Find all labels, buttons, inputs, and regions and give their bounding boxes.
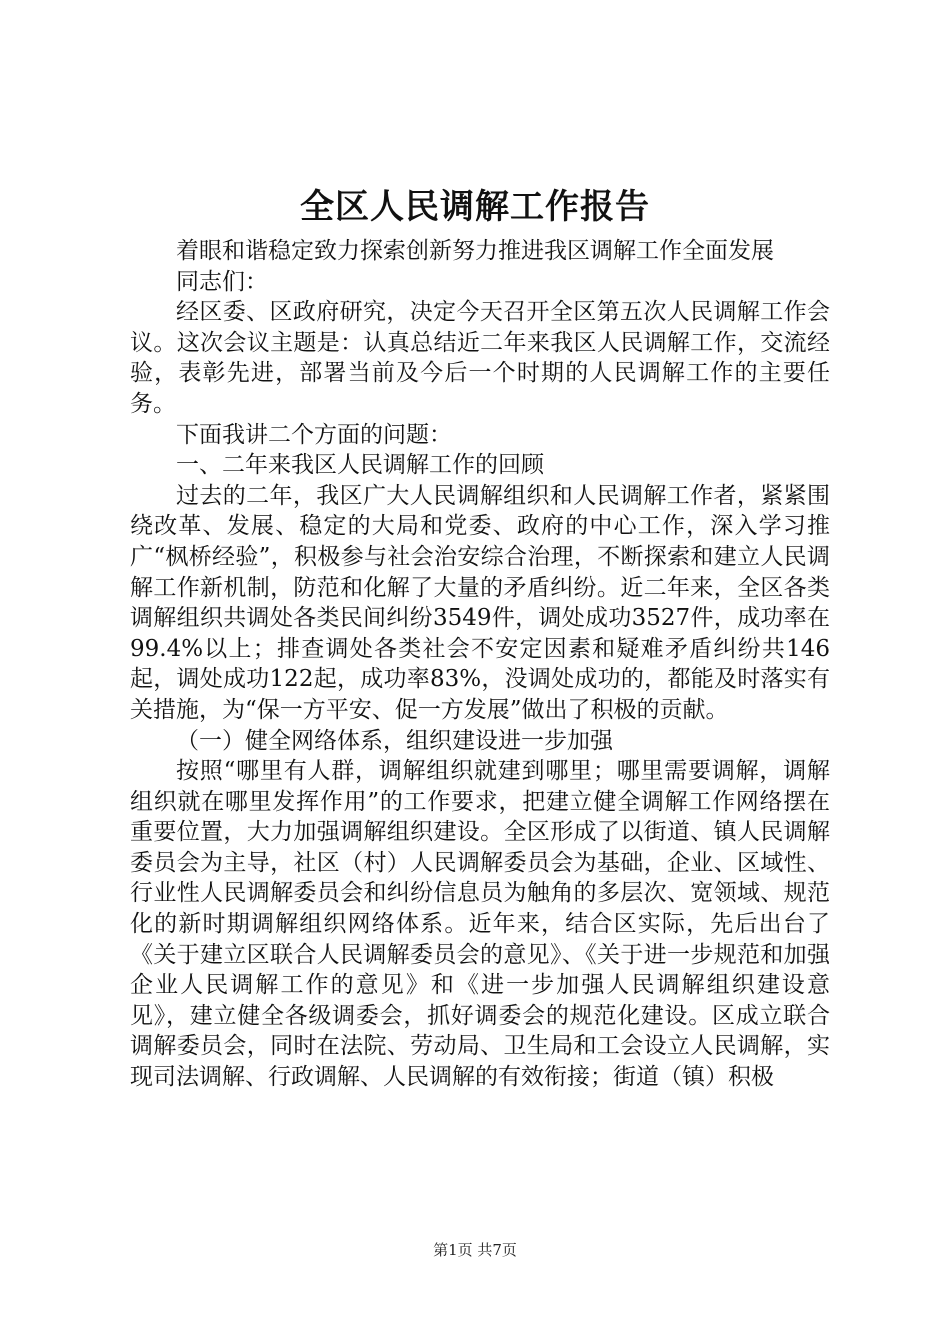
paragraph-salutation: 同志们： xyxy=(176,268,268,295)
page-number: 第1页 共7页 xyxy=(433,1241,517,1259)
section-heading-review: 一、二年来我区人民调解工作的回顾 xyxy=(176,452,544,479)
paragraph-outline: 下面我讲二个方面的问题： xyxy=(176,421,452,448)
paragraph-network: 按照“哪里有人群，调解组织就建到哪里；哪里需要调解，调解组织就在哪里发挥作用”的工作要求，把建立健全调解工作网络摆在重要位置，大力加强调解组织建设。全区形成了以街道、镇人民调解委员会为主导，社区（村）人民调解委员会为基础，企业、区域性、行业性人民调解委员会和纠纷信息员为触角的多层次、宽领域、规范化的新时期调解组织网络体系。近年来，结合区实际，先后出台了《关于建立区联合人民调解委员会的意见》、《关于进一步规范和加强企业人民调解工作的意见》和《进一步加强人民调解组织建设意见》，建立健全各级调委会，抓好调委会的规范化建设。区成立联合调解委员会，同时在法院、劳动局、卫生局和工会设立人民调解，实现司法调解、行政调解、人民调解的有效衔接；街道（镇）积极 xyxy=(130,758,830,1091)
paragraph-intro: 经区委、区政府研究，决定今天召开全区第五次人民调解工作会议。这次会议主题是：认真总结近二年来我区人民调解工作，交流经验，表彰先进，部署当前及今后一个时期的人民调解工作的主要任务。 xyxy=(130,299,830,417)
document-body xyxy=(130,236,830,1093)
paragraph-review: 过去的二年，我区广大人民调解组织和人民调解工作者，紧紧围绕改革、发展、稳定的大局和党委、政府的中心工作，深入学习推广“枫桥经验”，积极参与社会治安综合治理，不断探索和建立人民调解工作新机制，防范和化解了大量的矛盾纠纷。近二年来，全区各类调解组织共调处各类民间纠纷3549件，调处成功3527件，成功率在99.4%以上；排查调处各类社会不安定因素和疑难矛盾纠纷共146起，调处成功122起，成功率83%，没调处成功的，都能及时落实有关措施，为“保一方平安、促一方发展”做出了积极的贡献。 xyxy=(130,482,830,723)
paragraph-subtitle: 着眼和谐稳定致力探索创新努力推进我区调解工作全面发展 xyxy=(176,238,774,264)
subsection-heading-network: （一）健全网络体系，组织建设进一步加强 xyxy=(176,727,613,754)
document-title: 全区人民调解工作报告 xyxy=(300,187,650,227)
